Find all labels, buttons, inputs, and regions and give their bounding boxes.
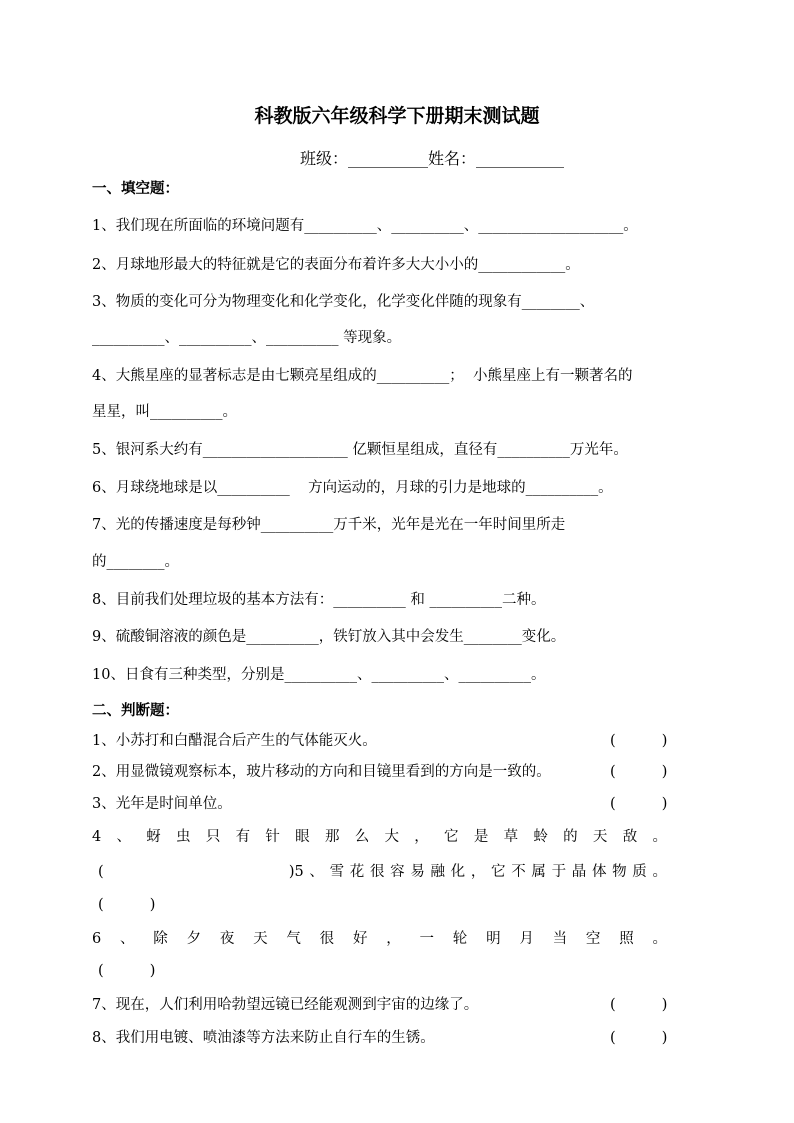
answer-parentheses: ( ) bbox=[610, 796, 668, 812]
answer-parentheses: ( ) bbox=[98, 897, 156, 913]
judge-line: 3、光年是时间单位。 bbox=[92, 796, 232, 812]
question-line: 7、光的传播速度是每秒钟__________万千米，光年是光在一年时间里所走 bbox=[92, 517, 566, 533]
judge-line: 4、蚜虫只有针眼那么大，它是草蛉的天敌。 bbox=[92, 829, 667, 845]
question-line: 2、月球地形最大的特征就是它的表面分布着许多大大小小的____________。 bbox=[92, 257, 580, 273]
question-line: 的________。 bbox=[92, 554, 179, 570]
judge-line: ( )5、雪花很容易融化，它不属于晶体物质。 bbox=[98, 864, 667, 880]
question-line: 10、日食有三种类型，分别是__________、__________、__________。 bbox=[92, 667, 546, 683]
answer-parentheses: ( ) bbox=[610, 764, 668, 780]
answer-parentheses: ( ) bbox=[610, 733, 668, 749]
question-line: 4、大熊星座的显著标志是由七颗亮星组成的__________； 小熊星座上有一颗著名的 bbox=[92, 368, 633, 384]
question-line: 3、物质的变化可分为物理变化和化学变化，化学变化伴随的现象有________、 bbox=[92, 294, 595, 310]
answer-parentheses: ( ) bbox=[98, 963, 156, 979]
section-heading-fill: 一、填空题： bbox=[92, 180, 179, 197]
question-line: 5、银河系大约有____________________ 亿颗恒星组成，直径有__________万光年。 bbox=[92, 442, 628, 458]
judge-line: 2、用显微镜观察标本，玻片移动的方向和目镜里看到的方向是一致的。 bbox=[92, 764, 551, 780]
section-heading-judge: 二、判断题： bbox=[92, 702, 179, 719]
answer-parentheses: ( ) bbox=[610, 1030, 668, 1046]
page-title: 科教版六年级科学下册期末测试题 bbox=[254, 105, 540, 127]
class-name-line: 班级：__________姓名：___________ bbox=[300, 149, 565, 168]
question-line: __________、__________、__________ 等现象。 bbox=[92, 330, 402, 346]
judge-line: 1、小苏打和白醋混合后产生的气体能灭火。 bbox=[92, 733, 377, 749]
question-line: 星星，叫__________。 bbox=[92, 404, 237, 420]
judge-line: 8、我们用电镀、喷油漆等方法来防止自行车的生锈。 bbox=[92, 1030, 435, 1046]
question-line: 1、我们现在所面临的环境问题有__________、__________、____________________。 bbox=[92, 218, 638, 234]
question-line: 9、硫酸铜溶液的颜色是__________，铁钉放入其中会发生________变化。 bbox=[92, 629, 566, 645]
answer-parentheses: ( ) bbox=[610, 997, 668, 1013]
judge-line: 6、除夕夜天气很好，一轮明月当空照。 bbox=[92, 931, 667, 947]
judge-line: 7、现在，人们利用哈勃望远镜已经能观测到宇宙的边缘了。 bbox=[92, 997, 479, 1013]
question-line: 6、月球绕地球是以__________ 方向运动的，月球的引力是地球的__________。 bbox=[92, 480, 613, 496]
question-line: 8、目前我们处理垃圾的基本方法有：__________ 和 __________二种。 bbox=[92, 592, 546, 608]
